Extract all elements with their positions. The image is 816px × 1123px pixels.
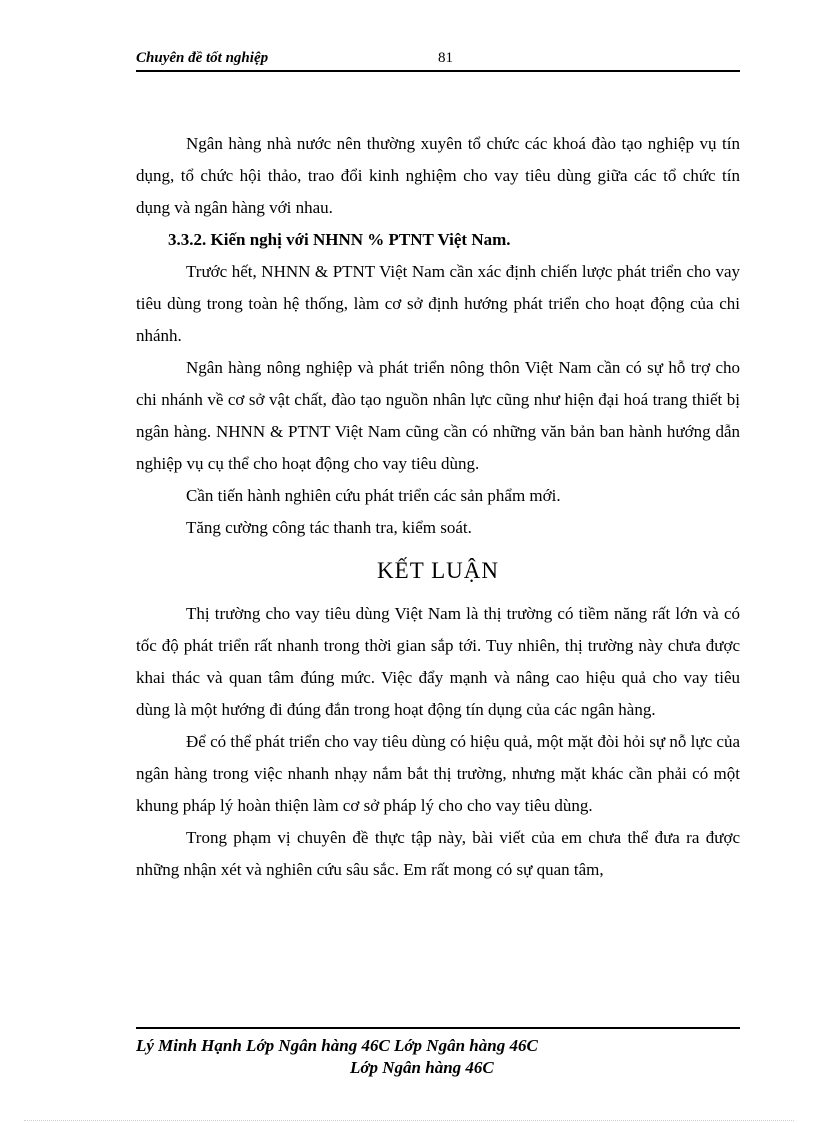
paragraph-development: Để có thể phát triển cho vay tiêu dùng có hiệu quả, một mặt đòi hỏi sự nỗ lực của ngân hàng trong việc nhanh nhạy nắm bắt thị trường, nhưng mặt khác cần phải có một khung pháp lý hoàn thiện làm cơ sở pháp lý cho cho vay tiêu dùng. — [136, 732, 740, 815]
section-title-conclusion: KẾT LUẬN — [377, 558, 499, 583]
paragraph-scope: Trong phạm vị chuyên đề thực tập này, bài viết của em chưa thể đưa ra được những nhận xét và nghiên cứu sâu sắc. Em rất mong có sự quan tâm, — [136, 828, 740, 879]
paragraph-market: Thị trường cho vay tiêu dùng Việt Nam là thị trường có tiềm năng rất lớn và có tốc độ phát triển rất nhanh trong thời gian sắp tới. Tuy nhiên, thị trường này chưa được khai thác và quan tâm đúng mức. Việc đẩy mạnh và nâng cao hiệu quả cho vay tiêu dùng là một hướng đi đúng đắn trong hoạt động tín dụng của các ngân hàng. — [136, 604, 740, 719]
paragraph-strategy: Trước hết, NHNN & PTNT Việt Nam cần xác định chiến lược phát triển cho vay tiêu dùng trong toàn hệ thống, làm cơ sở định hướng phát triển cho hoạt động của chi nhánh. — [136, 262, 740, 345]
header-title: Chuyên đề tốt nghiệp — [136, 50, 269, 66]
paragraph-training: Ngân hàng nhà nước nên thường xuyên tổ chức các khoá đào tạo nghiệp vụ tín dụng, tổ chức hội thảo, trao đổi kinh nghiệm cho vay tiêu dùng giữa các tổ chức tín dụng và ngân hàng với nhau. — [136, 134, 740, 217]
footer-author: Lý Minh Hạnh Lớp Ngân hàng 46C Lớp Ngân hàng 46C — [136, 1036, 538, 1055]
page-footer — [136, 1027, 740, 1079]
footer-class: Lớp Ngân hàng 46C — [350, 1058, 494, 1077]
paragraph-support: Ngân hàng nông nghiệp và phát triển nông thôn Việt Nam cần có sự hỗ trợ cho chi nhánh về cơ sở vật chất, đào tạo nguồn nhân lực cũng như hiện đại hoá trang thiết bị ngân hàng. NHNN & PTNT Việt Nam cũng cần có những văn bản ban hành hướng dẫn nghiệp vụ cụ thể cho hoạt động cho vay tiêu dùng. — [136, 358, 740, 473]
page-header — [136, 48, 740, 72]
document-body — [136, 128, 740, 886]
subheading-recommendation: 3.3.2. Kiến nghị với NHNN % PTNT Việt Nam. — [168, 230, 511, 249]
paragraph-inspection: Tăng cường công tác thanh tra, kiểm soát. — [186, 518, 472, 537]
paragraph-research: Cần tiến hành nghiên cứu phát triển các sản phẩm mới. — [186, 486, 561, 505]
page-bottom-border — [24, 1120, 794, 1121]
page-number: 81 — [438, 50, 453, 66]
